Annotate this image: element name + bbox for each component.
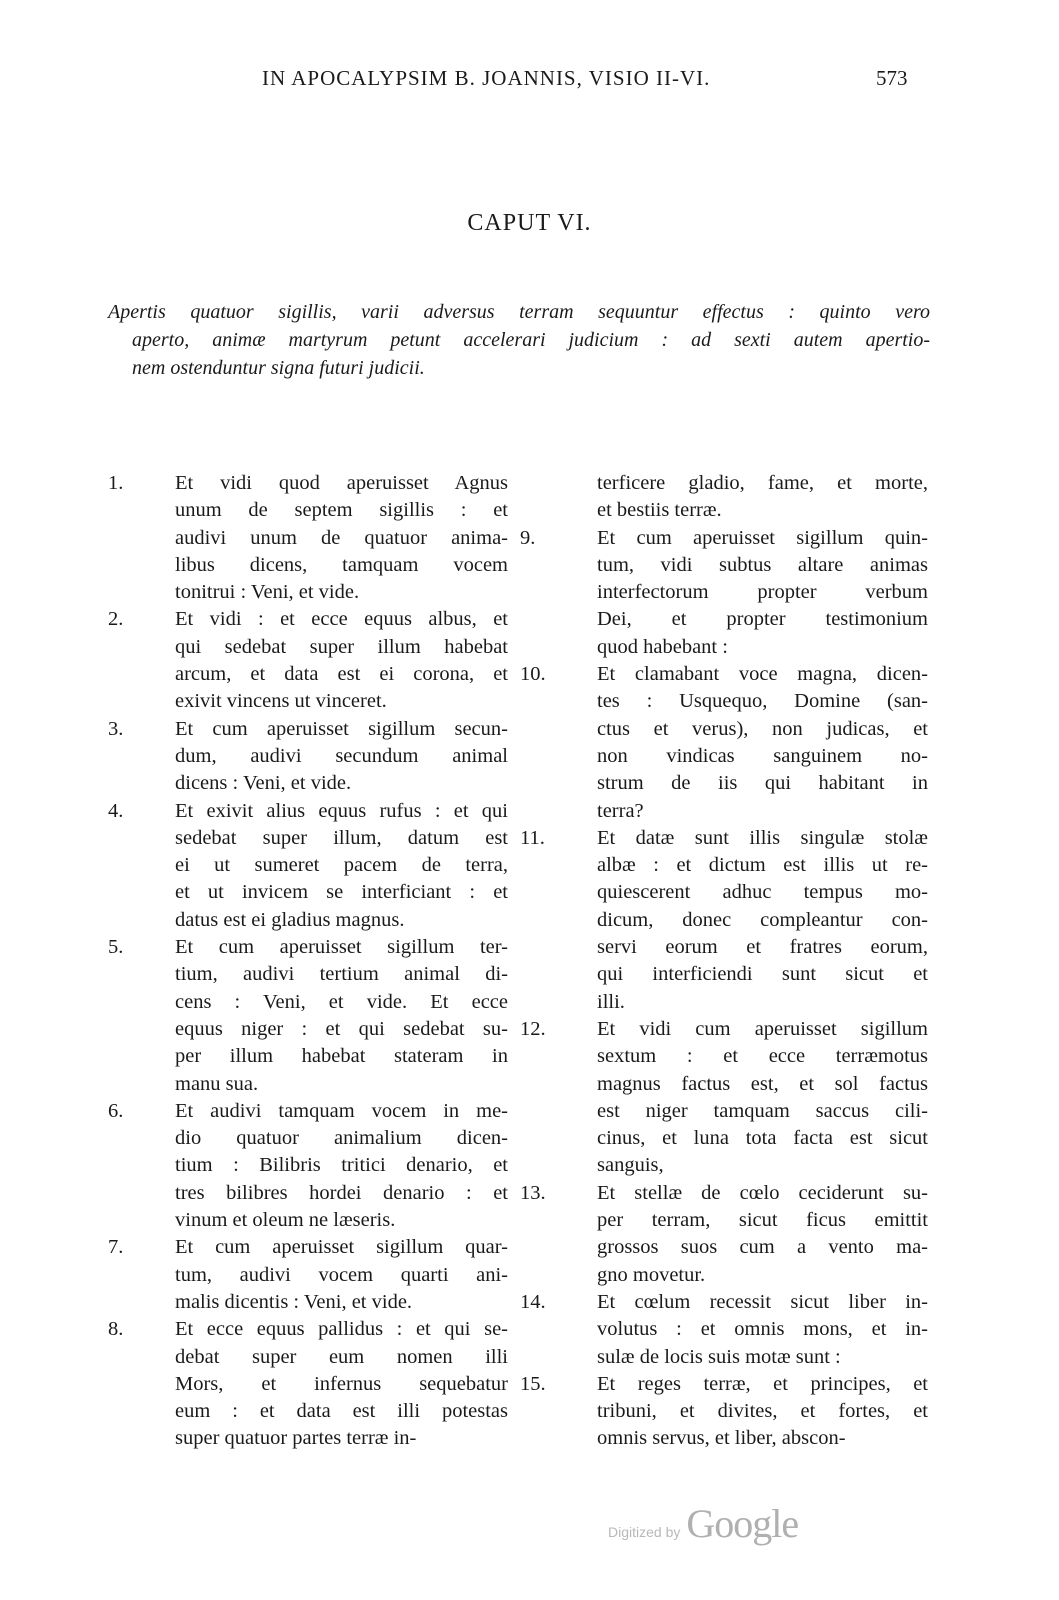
- verse-text: illi.: [597, 990, 625, 1013]
- verse-line: [108, 1262, 508, 1289]
- verse-text: terra?: [597, 799, 644, 822]
- summary-line: Apertis quatuor sigillis, varii adversus terram sequuntur effectus : quinto vero: [108, 301, 930, 323]
- verse: [520, 525, 928, 661]
- verse: [520, 1371, 928, 1453]
- verse-line: [520, 1344, 928, 1371]
- verse-number: 8.: [108, 1318, 124, 1341]
- verse-line: [108, 688, 508, 715]
- verse-line: [520, 961, 928, 988]
- verse-line: [108, 1125, 508, 1152]
- verse-text: tum, vidi subtus altare animas: [597, 553, 928, 576]
- verse-line: [108, 552, 508, 579]
- verse-text: Et vidi : et ecce equus albus, et: [175, 608, 508, 631]
- verse-line: [520, 934, 928, 961]
- verse-line: [520, 552, 928, 579]
- verse-text: sextum : et ecce terræmotus: [597, 1045, 928, 1068]
- verse-line: [108, 1180, 508, 1207]
- verse-line: [108, 1316, 508, 1343]
- verse-line: [108, 1207, 508, 1234]
- verse-line: [108, 1071, 508, 1098]
- verse-line: [108, 1371, 508, 1398]
- verse-text: Et reges terræ, et principes, et: [597, 1372, 928, 1395]
- verse-line: [520, 825, 928, 852]
- verse-line: [108, 1016, 508, 1043]
- verse-line: [108, 743, 508, 770]
- verse-line: [520, 879, 928, 906]
- verse-text: ei ut sumeret pacem de terra,: [175, 854, 508, 877]
- page-number: 573: [876, 66, 908, 90]
- verse-text: sedebat super illum, datum est: [175, 826, 508, 849]
- verse-text: Et datæ sunt illis singulæ stolæ: [597, 826, 928, 849]
- verse-text: sulæ de locis suis motæ sunt :: [597, 1345, 841, 1368]
- verse-text: eum : et data est illi potestas: [175, 1400, 508, 1423]
- verse-line: [520, 1125, 928, 1152]
- verse-text: dum, audivi secundum animal: [175, 744, 508, 767]
- verse-text: datus est ei gladius magnus.: [175, 908, 405, 931]
- verse: [520, 1016, 928, 1180]
- verse-text: ctus et verus), non judicas, et: [597, 717, 928, 740]
- verse-text: sanguis,: [597, 1154, 664, 1177]
- verse-line: [108, 1344, 508, 1371]
- verse-text: Et cœlum recessit sicut liber in-: [597, 1290, 928, 1313]
- verse-line: [108, 907, 508, 934]
- verse-line: [520, 1152, 928, 1179]
- verse-text: Dei, et propter testimonium: [597, 608, 928, 631]
- verse: [520, 1180, 928, 1289]
- verse-text: Et ecce equus pallidus : et qui se-: [175, 1318, 508, 1341]
- verse-number: 6.: [108, 1099, 124, 1122]
- verse-line: [108, 497, 508, 524]
- verse: [108, 798, 508, 934]
- verse-text: vinum et oleum ne læseris.: [175, 1209, 396, 1232]
- verse-text: Mors, et infernus sequebatur: [175, 1372, 508, 1395]
- verse-text: Et cum aperuisset sigillum ter-: [175, 936, 508, 959]
- verse-text: Et vidi quod aperuisset Agnus: [175, 472, 508, 494]
- verse-line: [520, 497, 928, 524]
- verse-text: malis dicentis : Veni, et vide.: [175, 1290, 413, 1313]
- verse-line: [108, 934, 508, 961]
- verse-line: [520, 1262, 928, 1289]
- verse-line: [108, 525, 508, 552]
- verse-text: cens : Veni, et vide. Et ecce: [175, 990, 508, 1013]
- chapter-title: CAPUT VI.: [467, 210, 592, 236]
- verse: [108, 934, 508, 1098]
- verse: [520, 470, 928, 525]
- verse-number: 15.: [520, 1372, 546, 1395]
- verse-line: [520, 1234, 928, 1261]
- verse-text: Et cum aperuisset sigillum quin-: [597, 526, 928, 549]
- verse: [520, 825, 928, 1016]
- verse-line: [108, 879, 508, 906]
- verse-number: 12.: [520, 1017, 546, 1040]
- verse-line: [108, 852, 508, 879]
- verse-text: magnus factus est, et sol factus: [597, 1072, 928, 1095]
- verse-line: [520, 661, 928, 688]
- verse-text: omnis servus, et liber, abscon-: [597, 1427, 846, 1450]
- verse-line: [520, 1425, 928, 1452]
- verse-text: equus niger : et qui sedebat su-: [175, 1017, 508, 1040]
- verse-line: [520, 1016, 928, 1043]
- verse-text: non vindicas sanguinem no-: [597, 744, 928, 767]
- digitized-credit: [608, 1500, 798, 1547]
- verse-line: [520, 688, 928, 715]
- verse-text: tres bilibres hordei denario : et: [175, 1181, 508, 1204]
- chapter-summary: [108, 298, 930, 382]
- verse-text: tribuni, et divites, et fortes, et: [597, 1400, 928, 1423]
- verse-text: Et audivi tamquam vocem in me-: [175, 1099, 508, 1122]
- verse-text: per illum habebat stateram in: [175, 1045, 508, 1068]
- summary-line: aperto, animæ martyrum petunt accelerari judicium : ad sexti autem apertio-: [132, 329, 930, 351]
- verse-text: tium, audivi tertium animal di-: [175, 963, 508, 986]
- verse-line: [520, 852, 928, 879]
- verse-number: 11.: [520, 826, 545, 849]
- verse-number: 4.: [108, 799, 124, 822]
- verse-line: [108, 1043, 508, 1070]
- verse-line: [108, 579, 508, 606]
- verse-text: quiescerent adhuc tempus mo-: [597, 881, 928, 904]
- verse-text: servi eorum et fratres eorum,: [597, 936, 928, 959]
- verse-line: [520, 1071, 928, 1098]
- verse-line: [520, 1371, 928, 1398]
- verse-line: [520, 606, 928, 633]
- verse-number: 9.: [520, 526, 536, 549]
- verse: [108, 716, 508, 798]
- verse-text: debat super eum nomen illi: [175, 1345, 508, 1368]
- verse-line: [520, 525, 928, 552]
- verse-line: [108, 606, 508, 633]
- verse-line: [108, 1289, 508, 1316]
- verse-number: 14.: [520, 1290, 546, 1313]
- verse-number: 10.: [520, 663, 546, 686]
- verse-text: volutus : et omnis mons, et in-: [597, 1318, 928, 1341]
- verse-line: [520, 1098, 928, 1125]
- verse: [108, 1234, 508, 1316]
- verse-line: [108, 1234, 508, 1261]
- verse: [108, 1098, 508, 1234]
- verse-text: arcum, et data est ei corona, et: [175, 663, 508, 686]
- verse-text: gno movetur.: [597, 1263, 706, 1286]
- verse-line: [108, 798, 508, 825]
- verse-line: [520, 989, 928, 1016]
- verse-number: 1.: [108, 472, 124, 494]
- verse-text: manu sua.: [175, 1072, 259, 1095]
- verse-line: [520, 579, 928, 606]
- verse-text: unum de septem sigillis : et: [175, 499, 508, 522]
- verse-line: [520, 907, 928, 934]
- verse-text: tium : Bilibris tritici denario, et: [175, 1154, 508, 1177]
- verse-line: [108, 470, 508, 497]
- verse-text: interfectorum propter verbum: [597, 581, 928, 604]
- verse-text: Et stellæ de cœlo ceciderunt su-: [597, 1181, 928, 1204]
- verse-text: Et cum aperuisset sigillum quar-: [175, 1236, 508, 1259]
- verse: [520, 1289, 928, 1371]
- verse-number: 13.: [520, 1181, 546, 1204]
- verse-number: 2.: [108, 608, 124, 631]
- verse-text: Et clamabant voce magna, dicen-: [597, 663, 928, 686]
- verse-text: est niger tamquam saccus cili-: [597, 1099, 928, 1122]
- verse-line: [520, 1398, 928, 1425]
- verse-line: [520, 470, 928, 497]
- verse-line: [520, 1043, 928, 1070]
- verse-text: qui sedebat super illum habebat: [175, 635, 508, 658]
- verse-text: tes : Usquequo, Domine (san-: [597, 690, 928, 713]
- left-column: [108, 470, 508, 1453]
- verse-text: quod habebant :: [597, 635, 728, 658]
- verse-text: tonitrui : Veni, et vide.: [175, 581, 360, 604]
- verse-text: Et cum aperuisset sigillum secun-: [175, 717, 508, 740]
- verse-text: qui interficiendi sunt sicut et: [597, 963, 928, 986]
- verse-text: albæ : et dictum est illis ut re-: [597, 854, 928, 877]
- verse-line: [520, 634, 928, 661]
- verse-line: [520, 770, 928, 797]
- verse-text: et bestiis terræ.: [597, 499, 722, 522]
- running-head: IN APOCALYPSIM B. JOANNIS, VISIO II-VI.: [262, 66, 711, 90]
- verse-text: dio quatuor animalium dicen-: [175, 1127, 508, 1150]
- verse: [108, 606, 508, 715]
- verse-text: libus dicens, tamquam vocem: [175, 553, 508, 576]
- google-logo: Google: [686, 1501, 799, 1546]
- verse-text: et ut invicem se interficiant : et: [175, 881, 508, 904]
- verse-line: [520, 1207, 928, 1234]
- verse-line: [108, 961, 508, 988]
- verse: [520, 661, 928, 825]
- verse-text: dicens : Veni, et vide.: [175, 772, 352, 795]
- verse-line: [520, 1316, 928, 1343]
- verse-text: Et exivit alius equus rufus : et qui: [175, 799, 508, 822]
- verse-text: Et vidi cum aperuisset sigillum: [597, 1017, 928, 1040]
- verse-text: super quatuor partes terræ in-: [175, 1427, 417, 1450]
- verse-number: 5.: [108, 936, 124, 959]
- verse-line: [520, 798, 928, 825]
- verse-line: [108, 1398, 508, 1425]
- verse: [108, 470, 508, 606]
- verse-text: cinus, et luna tota facta est sicut: [597, 1127, 928, 1150]
- verse-line: [108, 1152, 508, 1179]
- summary-line: nem ostenduntur signa futuri judicii.: [132, 357, 425, 379]
- right-column: [520, 470, 928, 1453]
- verse: [108, 1316, 508, 1452]
- verse-text: strum de iis qui habitant in: [597, 772, 928, 795]
- verse-number: 7.: [108, 1236, 124, 1259]
- verse-text: dicum, donec compleantur con-: [597, 908, 928, 931]
- verse-text: audivi unum de quatuor anima-: [175, 526, 508, 549]
- verse-text: terficere gladio, fame, et morte,: [597, 472, 928, 494]
- verse-line: [520, 1180, 928, 1207]
- verse-line: [520, 1289, 928, 1316]
- verse-number: 3.: [108, 717, 124, 740]
- verse-text: per terram, sicut ficus emittit: [597, 1209, 928, 1232]
- verse-line: [108, 770, 508, 797]
- verse-text: exivit vincens ut vinceret.: [175, 690, 387, 713]
- verse-line: [108, 989, 508, 1016]
- verse-line: [108, 716, 508, 743]
- verse-line: [520, 743, 928, 770]
- verse-line: [108, 634, 508, 661]
- verse-line: [108, 825, 508, 852]
- verse-line: [108, 1425, 508, 1452]
- verse-line: [520, 716, 928, 743]
- digitized-label: Digitized by: [608, 1524, 681, 1540]
- verse-text: tum, audivi vocem quarti ani-: [175, 1263, 508, 1286]
- verse-line: [108, 1098, 508, 1125]
- verse-line: [108, 661, 508, 688]
- verse-text: grossos suos cum a vento ma-: [597, 1236, 928, 1259]
